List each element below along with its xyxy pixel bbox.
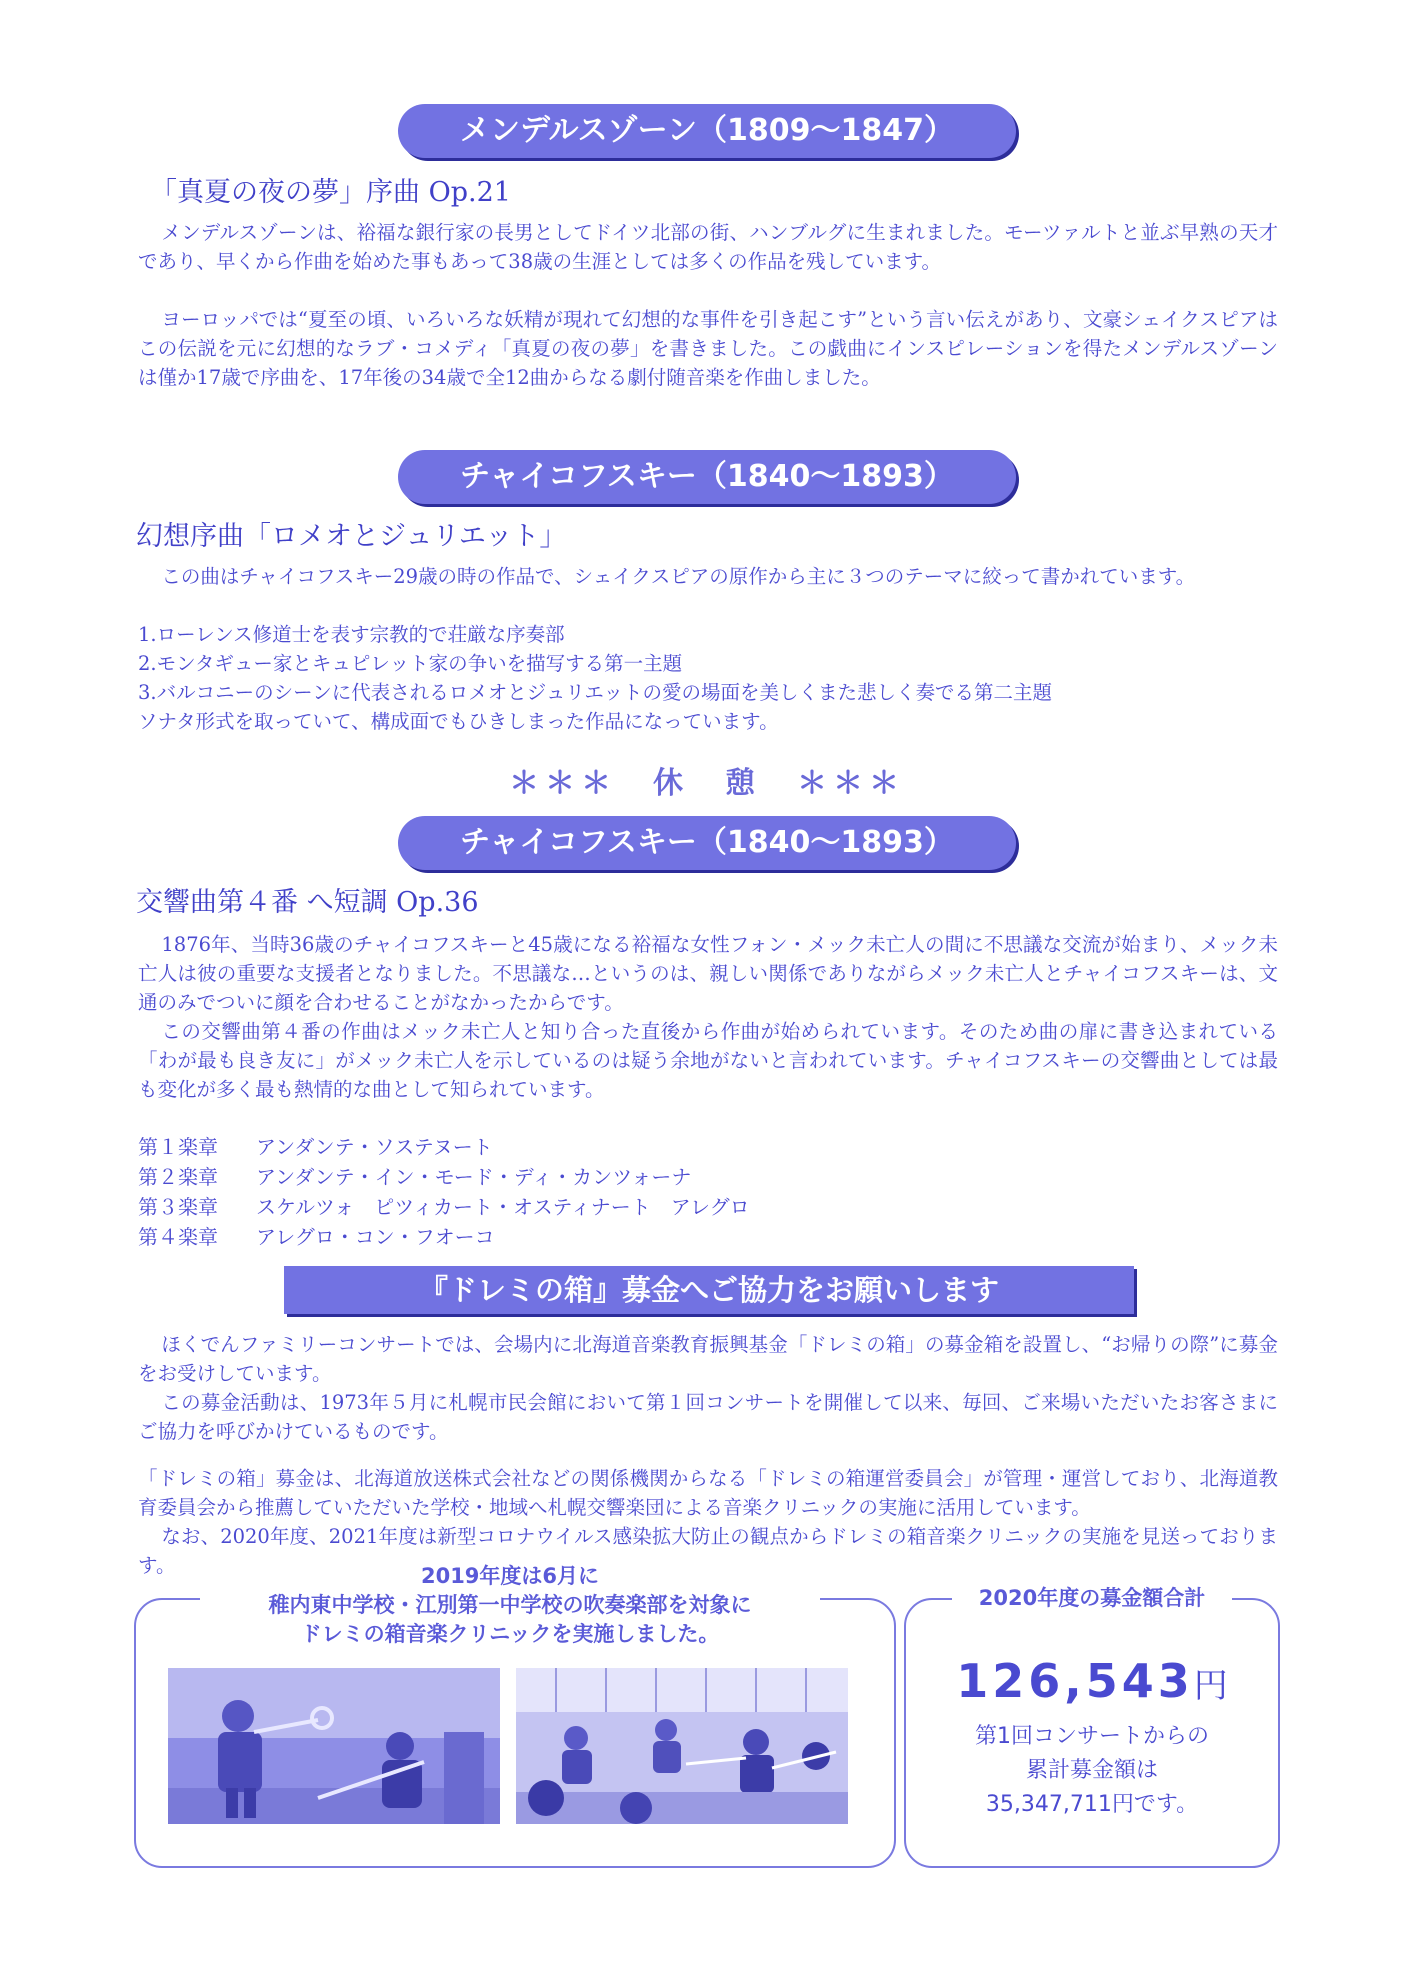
cumulative-donation: 第1回コンサートからの 累計募金額は 35,347,711円です。 — [975, 1724, 1209, 1817]
clinic-photo-trombone-lesson — [168, 1668, 500, 1824]
donation-total-unit: 円 — [1193, 1666, 1228, 1706]
movement-3: 第３楽章 スケルツォ ピツィカート・オスティナート アレグロ — [138, 1195, 750, 1219]
theme-item: 3.バルコニーのシーンに代表されるロメオとジュリエットの愛の場面を美しくまた悲しく奏でる第二主題 — [138, 681, 1053, 704]
donation-total-amount: 126,543 — [956, 1654, 1194, 1708]
donation-total-caption: 2020年度の募金額合計 — [952, 1584, 1232, 1612]
theme-item: 1.ローレンス修道士を表す宗教的で荘厳な序奏部 — [138, 623, 565, 646]
paragraph-midsummer-story: ヨーロッパでは“夏至の頃、いろいろな妖精が現れて幻想的な事件を引き起こす”という言い伝えがあり、文豪シェイクスピアはこの伝説を元に幻想的なラブ・コメディ「真夏の夜の夢」を書きました。この戯曲にインスピレーションを得たメンデルスゾーンは僅か17歳で序曲を、17年後の34歳で全12曲からなる劇付随音楽を作曲しました。 — [138, 308, 1278, 389]
composer-header-tchaikovsky-2: チャイコフスキー（1840～1893） — [398, 816, 1016, 870]
clinic-caption: 2019年度は6月に 稚内東中学校・江別第一中学校の吹奏楽部を対象に ドレミの箱音楽クリニックを実施しました。 — [200, 1562, 820, 1649]
movement-1: 第１楽章 アンダンテ・ソステヌート — [138, 1135, 493, 1159]
paragraph-meck-relationship: 1876年、当時36歳のチャイコフスキーと45歳になる裕福な女性フォン・メック未亡人の間に不思議な交流が始まり、メック未亡人は彼の重要な支援者となりました。不思議な…というのは、親しい関係でありながらメック未亡人とチャイコフスキーは、文通のみでついに顔を合わせることがなかったからです。 — [138, 933, 1278, 1014]
piece-title-midsummer: 「真夏の夜の夢」序曲 Op.21 — [150, 177, 511, 208]
clinic-photo-band-rehearsal — [516, 1668, 848, 1824]
composer-header-tchaikovsky-1: チャイコフスキー（1840～1893） — [398, 450, 1016, 504]
paragraph-mendelssohn-bio: メンデルスゾーンは、裕福な銀行家の長男としてドイツ北部の街、ハンブルグに生まれました。モーツァルトと並ぶ早熟の天才であり、早くから作曲を始めた事もあって38歳の生涯としては多くの作品を残しています。 — [138, 221, 1278, 273]
paragraph-symphony-dedication: この交響曲第４番の作曲はメック未亡人と知り合った直後から作曲が始められています。そのため曲の扉に書き込まれている「わが最も良き友に」がメック未亡人を示しているのは疑う余地がないと言われています。チャイコフスキーの交響曲としては最も変化が多く最も熱情的な曲として知られています。 — [138, 1020, 1278, 1101]
theme-item: 2.モンタギュー家とキュピレット家の争いを描写する第一主題 — [138, 652, 683, 675]
composer-header-mendelssohn: メンデルスゾーン（1809～1847） — [398, 104, 1016, 158]
paragraph-donation-box: ほくでんファミリーコンサートでは、会場内に北海道音楽教育振興基金「ドレミの箱」の募金箱を設置し、“お帰りの際”に募金をお受けしています。 — [138, 1333, 1278, 1385]
paragraph-donation-management: 「ドレミの箱」募金は、北海道放送株式会社などの関係機関からなる「ドレミの箱運営委員会」が管理・運営しており、北海道教育委員会から推薦していただいた学校・地域へ札幌交響楽団による音楽クリニックの実施に活用しています。 — [138, 1467, 1278, 1519]
piece-title-romeo-juliet: 幻想序曲「ロメオとジュリエット」 — [136, 521, 567, 552]
romeo-outro: ソナタ形式を取っていて、構成面でもひきしまった作品になっています。 — [138, 710, 779, 733]
paragraph-donation-history: この募金活動は、1973年５月に札幌市民会館において第１回コンサートを開催して以来、毎回、ご来場いただいたお客さまにご協力を呼びかけているものです。 — [138, 1391, 1278, 1443]
paragraph-donation-covid: なお、2020年度、2021年度は新型コロナウイルス感染拡大防止の観点からドレミの箱音楽クリニックの実施を見送っております。 — [138, 1525, 1278, 1577]
donation-total — [904, 1654, 1280, 1708]
intermission-label: ＊＊＊ 休 憩 ＊＊＊ — [509, 766, 905, 801]
movement-4: 第４楽章 アレグロ・コン・フオーコ — [138, 1225, 495, 1249]
paragraph-romeo-intro: この曲はチャイコフスキー29歳の時の作品で、シェイクスピアの原作から主に３つのテーマに絞って書かれています。 — [161, 565, 1196, 588]
piece-title-symphony-4: 交響曲第４番 へ短調 Op.36 — [136, 887, 479, 918]
donation-banner: 『ドレミの箱』募金へご協力をお願いします — [284, 1266, 1134, 1314]
movement-2: 第２楽章 アンダンテ・イン・モード・ディ・カンツォーナ — [138, 1165, 692, 1189]
